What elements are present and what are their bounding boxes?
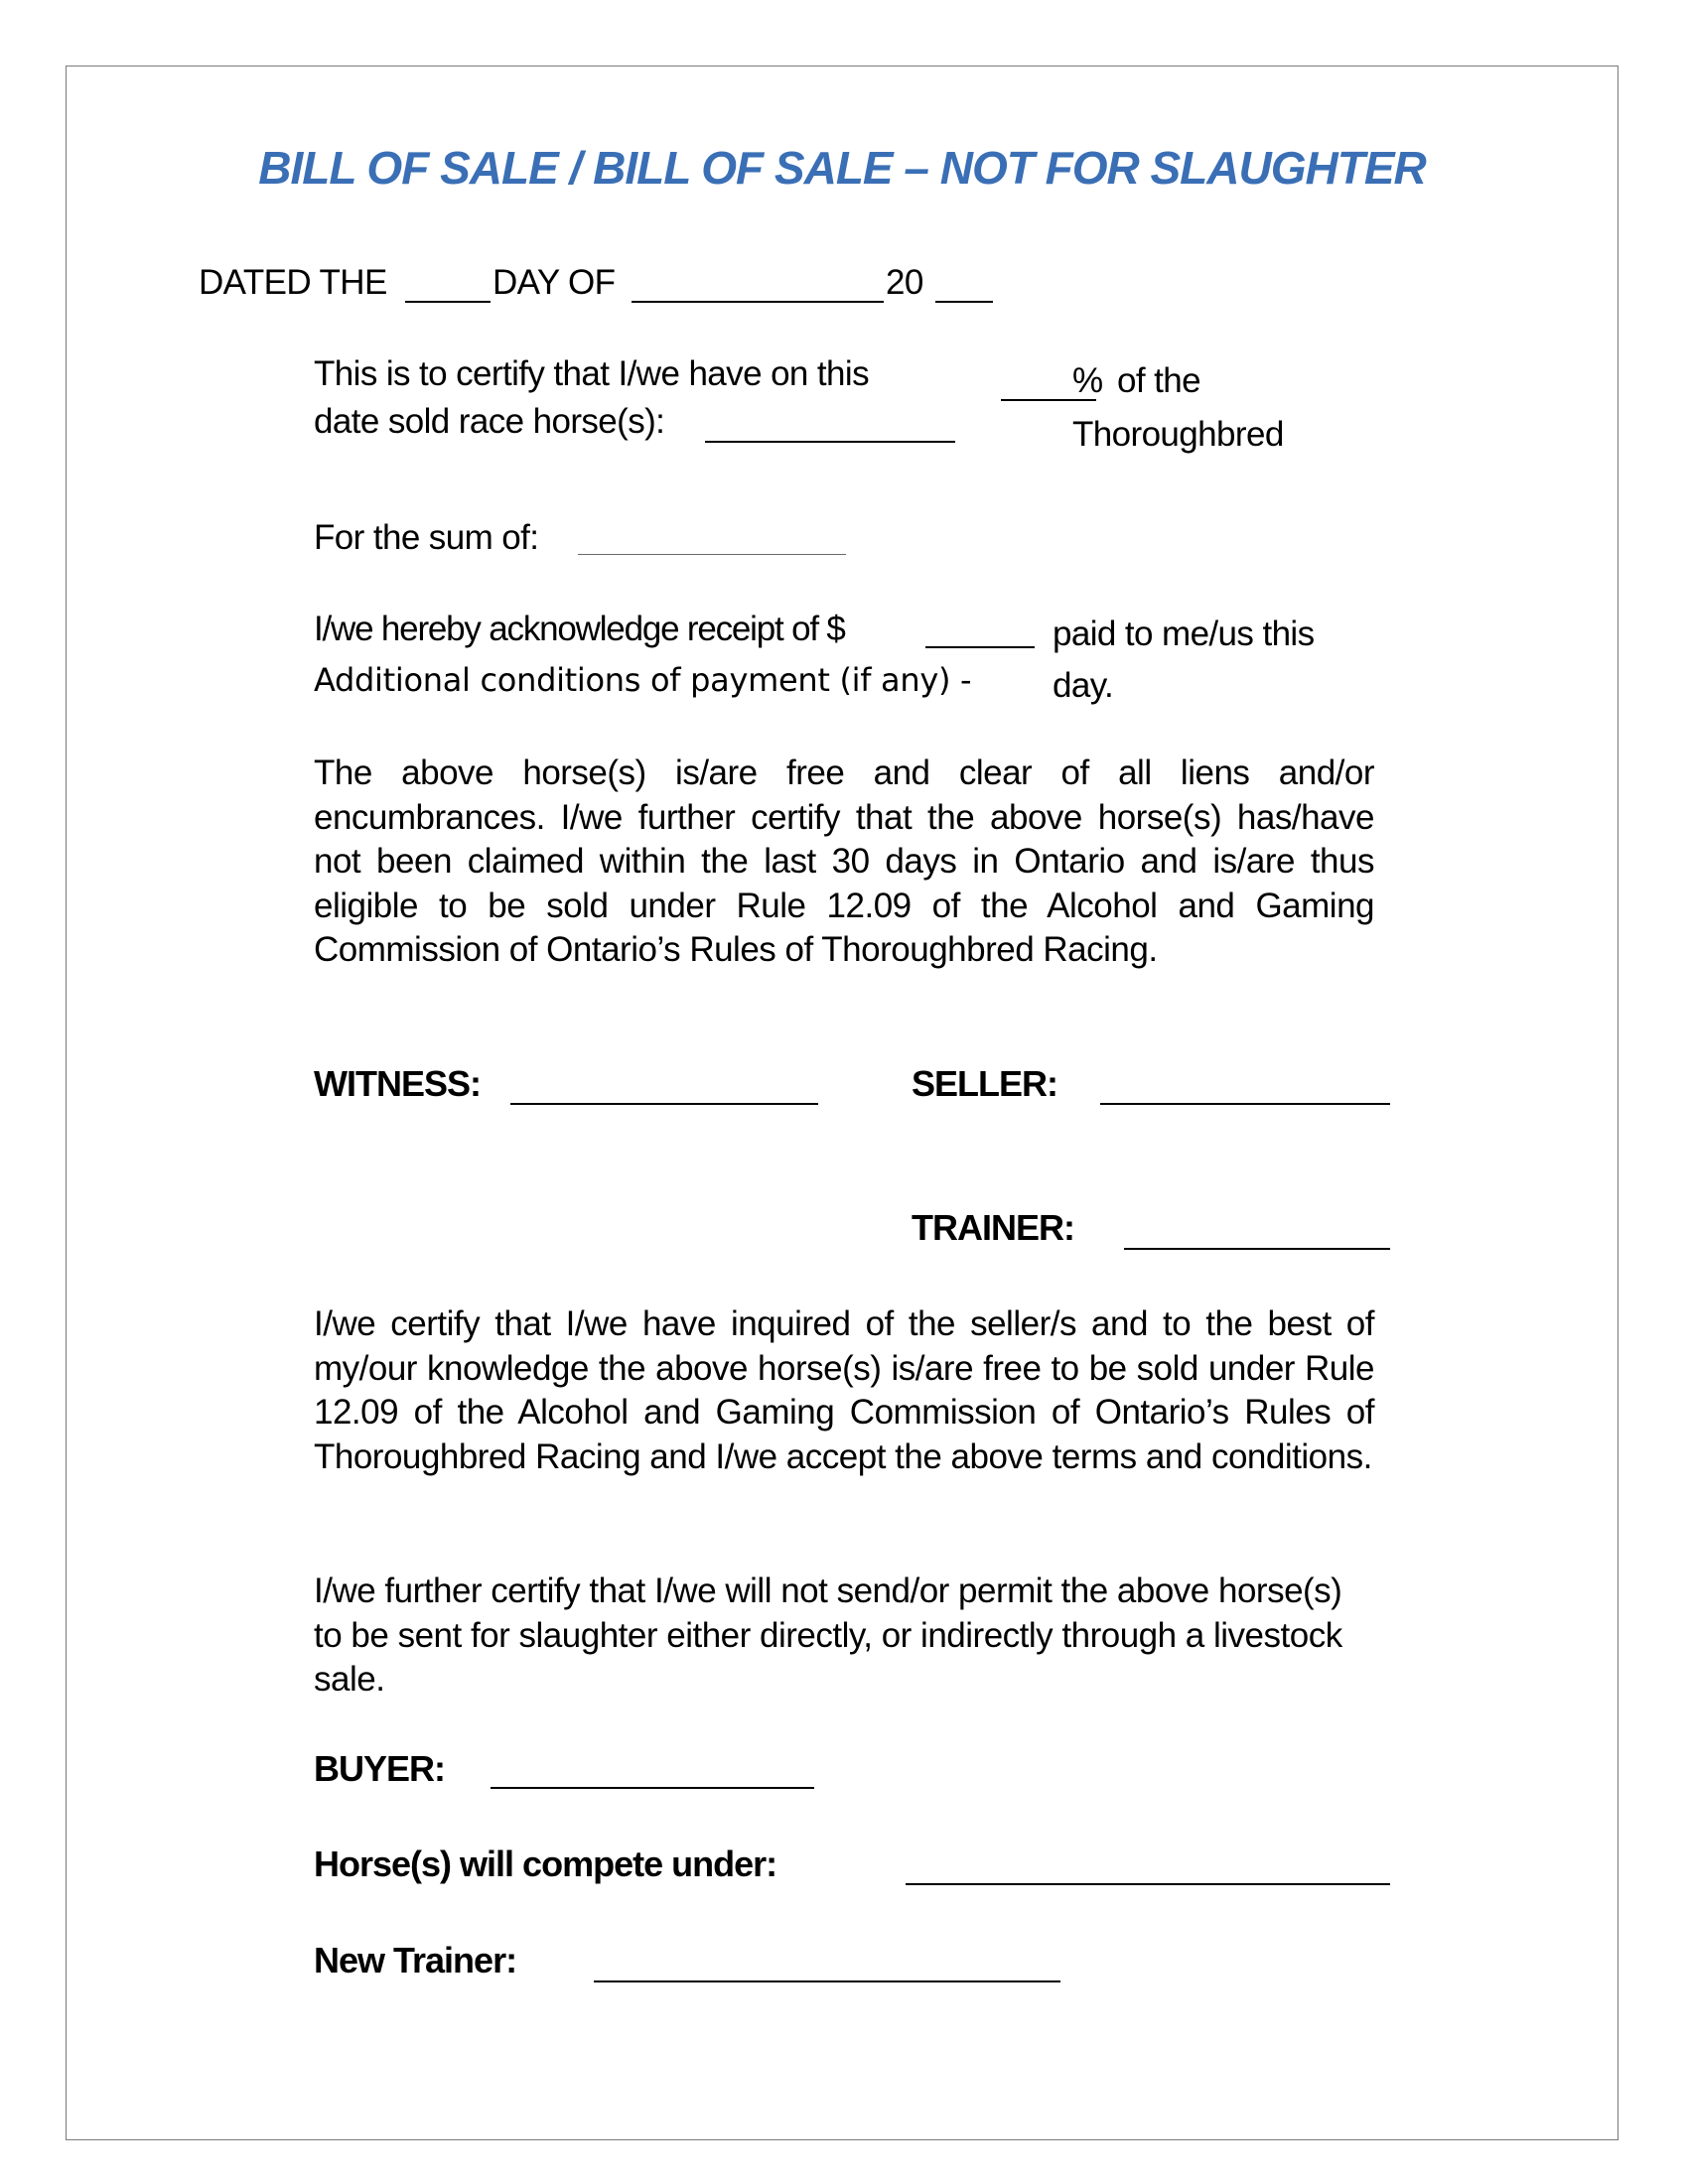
liens-paragraph: The above horse(s) is/are free and clear of all liens and/or encumbrances. I/we further certify that the above horse(s) has/have not been claimed within the last 30 days in Ontario and is/are thus eligible to be sold under Rule 12.09 of the Alcohol and Gaming Commission of Ontario’s Rules of Thoroughbred Racing.	[314, 753, 1374, 969]
new-trainer-blank[interactable]	[594, 1980, 1060, 1982]
receipt-label: I/we hereby acknowledge receipt of $	[314, 610, 845, 648]
buyer-certify-paragraph: I/we certify that I/we have inquired of the seller/s and to the best of my/our knowledge the above horse(s) is/are free to be sold under Rule 12.09 of the Alcohol and Gaming Commission of Ontario’s Rules of Thoroughbred Racing and I/we accept the above terms and conditions.	[314, 1304, 1374, 1476]
of-the-label: of the	[1117, 361, 1200, 400]
dated-the-label: DATED THE	[199, 263, 387, 302]
certify-line-1: This is to certify that I/we have on this	[314, 354, 869, 393]
buyer-signature-blank[interactable]	[491, 1787, 814, 1789]
paid-line-2: day.	[1053, 666, 1114, 705]
trainer-signature-blank[interactable]	[1124, 1248, 1390, 1250]
paid-line-1: paid to me/us this	[1053, 614, 1315, 653]
day-blank[interactable]	[405, 301, 491, 303]
breed-label: Thoroughbred	[1072, 415, 1284, 454]
seller-label: SELLER:	[912, 1063, 1058, 1104]
horse-name-blank[interactable]	[705, 441, 955, 443]
document-title: BILL OF SALE / BILL OF SALE – NOT FOR SLAUGHTER	[258, 142, 1426, 194]
witness-signature-blank[interactable]	[510, 1103, 818, 1105]
sum-label: For the sum of:	[314, 518, 539, 557]
new-trainer-label: New Trainer:	[314, 1940, 517, 1980]
compete-under-label: Horse(s) will compete under:	[314, 1843, 777, 1884]
buyer-label: BUYER:	[314, 1748, 446, 1789]
additional-conditions-label: Additional conditions of payment (if any) -	[314, 661, 972, 699]
day-of-label: DAY OF	[492, 263, 616, 302]
sum-blank[interactable]	[578, 554, 846, 555]
seller-signature-blank[interactable]	[1100, 1103, 1390, 1105]
year-label: 20	[886, 263, 923, 302]
compete-under-blank[interactable]	[906, 1883, 1390, 1885]
witness-label: WITNESS:	[314, 1063, 481, 1104]
certify-line-2: date sold race horse(s):	[314, 402, 665, 441]
trainer-label: TRAINER:	[912, 1207, 1074, 1248]
receipt-amount-blank[interactable]	[925, 646, 1035, 648]
month-blank[interactable]	[632, 301, 884, 303]
slaughter-paragraph: I/we further certify that I/we will not send/or permit the above horse(s) to be sent for slaughter either directly, or indirectly through a livestock sale.	[314, 1571, 1342, 1699]
percent-sign: %	[1072, 361, 1103, 400]
year-blank[interactable]	[935, 301, 993, 303]
